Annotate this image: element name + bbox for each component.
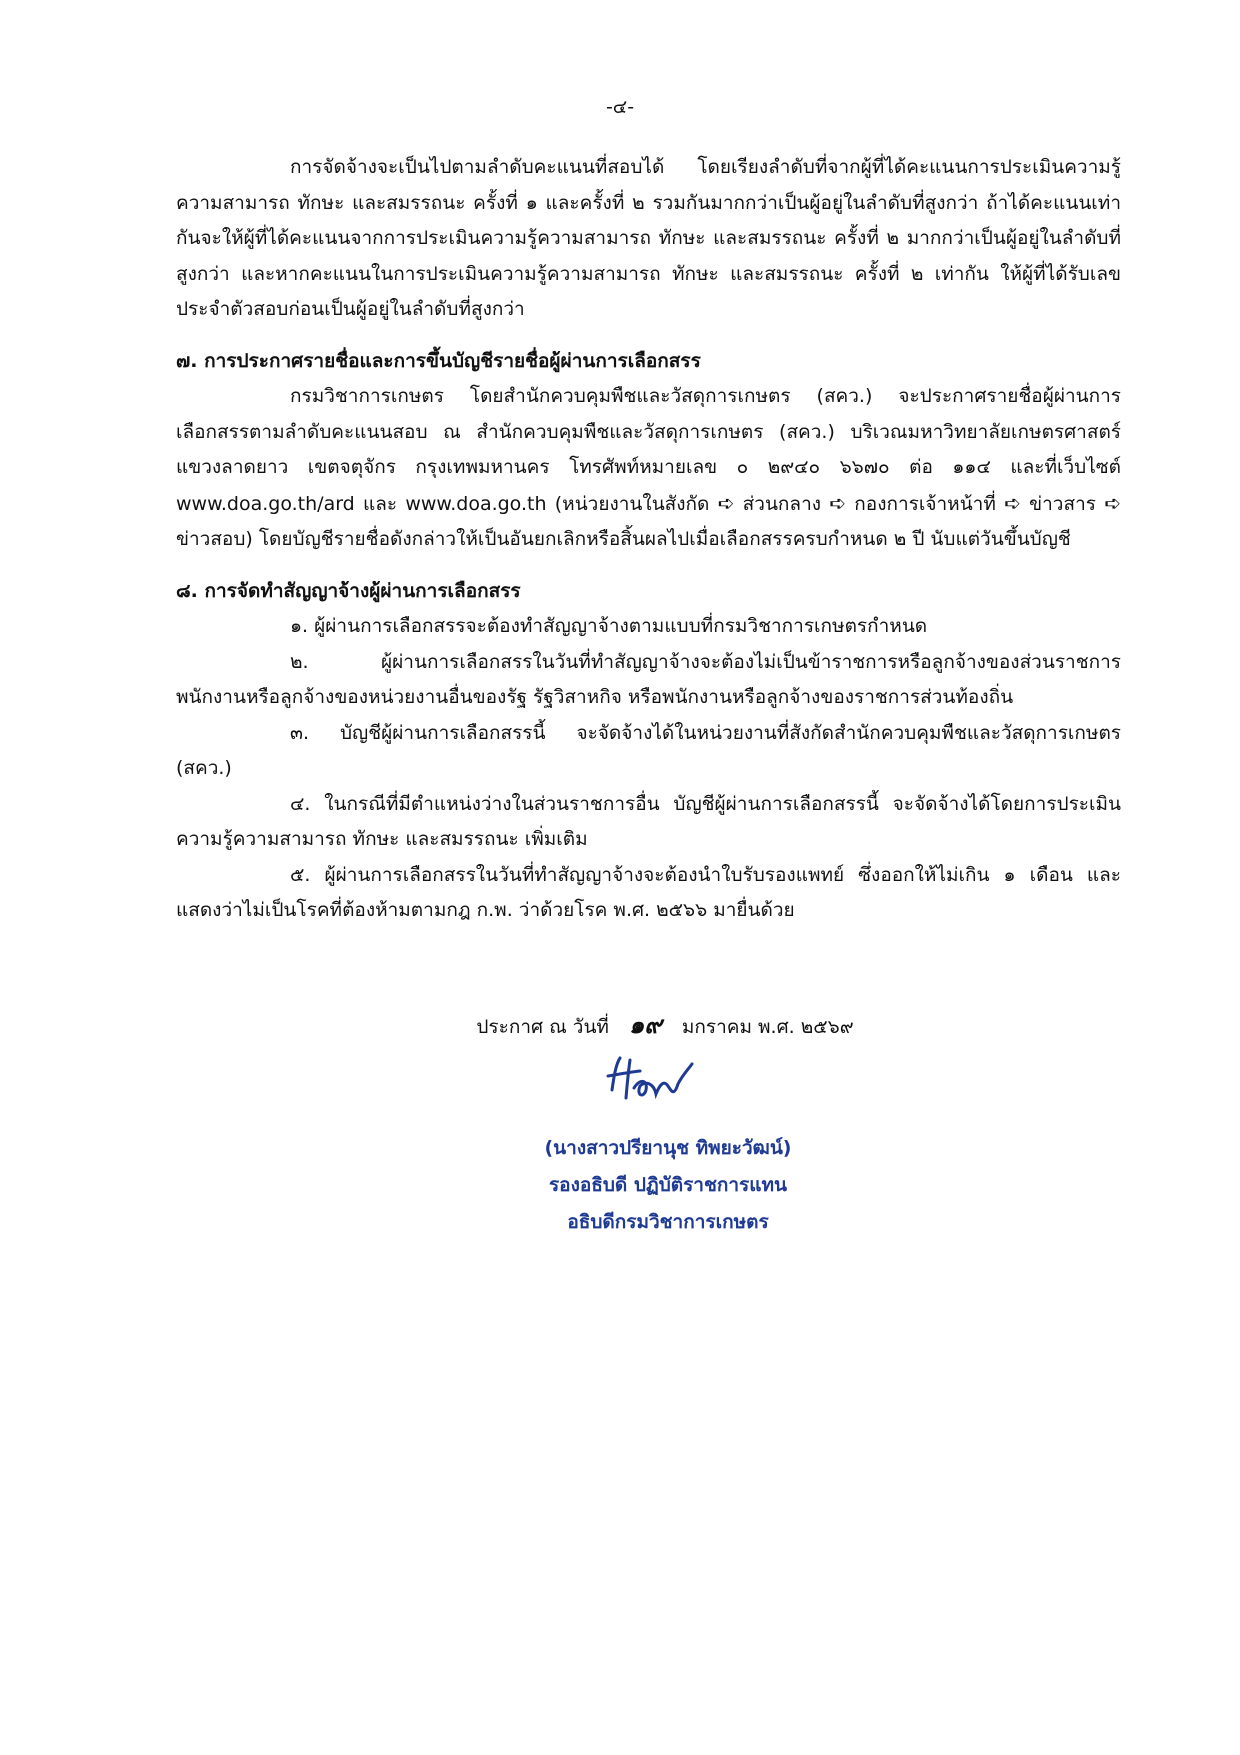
signer-position: รองอธิบดี ปฏิบัติราชการแทน <box>548 1174 788 1196</box>
nav-step-3: ข่าวสาร <box>1029 492 1096 515</box>
section-8-item-1: ๑. ผู้ผ่านการเลือกสรรจะต้องทำสัญญาจ้างตามแบบที่กรมวิชาการเกษตรกำหนด <box>290 615 928 637</box>
announcement-day: ๑๙ <box>629 1010 662 1039</box>
section-8-item-4: ๔. ในกรณีที่มีตำแหน่งว่างในส่วนราชการอื่น บัญชีผู้ผ่านการเลือกสรรนี้ จะจัดจ้างได้โดยการประเมินความรู้ความสามารถ ทักษะ และสมรรถนะ เพิ่มเติม <box>176 792 1121 850</box>
nav-step-2: กองการเจ้าหน้าที่ <box>854 492 996 515</box>
section-7-heading: ๗. การประกาศรายชื่อและการขึ้นบัญชีรายชื่อผู้ผ่านการเลือกสรร <box>176 349 701 372</box>
arrow-right-icon: ➪ <box>1004 490 1021 515</box>
intro-paragraph: การจัดจ้างจะเป็นไปตามลำดับคะแนนที่สอบได้ โดยเรียงลำดับที่จากผู้ที่ได้คะแนนการประเมินความรู้ความสามารถ ทักษะ และสมรรถนะ ครั้งที่ ๑ และครั้งที่ ๒ รวมกันมากกว่าเป็นผู้อยู่ในลำดับที่สูงกว่า ถ้าได้คะแนนเท่ากันจะให้ผู้ที่ได้คะแนนจากการประเมินความรู้ความสามารถ ทักษะ และสมรรถนะ ครั้งที่ ๒ มากกว่าเป็นผู้อยู่ในลำดับที่สูงกว่า และหากคะแนนในการประเมินความรู้ความสามารถ ทักษะ และสมรรถนะ ครั้งที่ ๒ เท่ากัน ให้ผู้ที่ได้รับเลขประจำตัวสอบก่อนเป็นผู้อยู่ในลำดับที่สูงกว่า <box>176 156 1121 320</box>
page-number: -๔- <box>605 96 635 118</box>
signer-name: (นางสาวปรียานุช ทิพยะวัฒน์) <box>544 1137 792 1159</box>
signer-position-2: อธิบดีกรมวิชาการเกษตร <box>567 1211 769 1233</box>
announcement-prefix: ประกาศ ณ วันที่ <box>476 1016 609 1038</box>
section-8-item-2: ๒. ผู้ผ่านการเลือกสรรในวันที่ทำสัญญาจ้างจะต้องไม่เป็นข้าราชการหรือลูกจ้างของส่วนราชการ พนักงานหรือลูกจ้างของหน่วยงานอื่นของรัฐ รัฐวิสาหกิจ หรือพนักงานหรือลูกจ้างของราชการส่วนท้องถิ่น <box>176 650 1121 708</box>
handwritten-signature <box>600 1050 740 1110</box>
section-7-body <box>176 379 1121 558</box>
section-7-body-text: กรมวิชาการเกษตร โดยสำนักควบคุมพืชและวัสดุการเกษตร (สคว.) จะประกาศรายชื่อผู้ผ่านการเลือกสรรตามลำดับคะแนนสอบ ณ สำนักควบคุมพืชและวัสดุการเกษตร (สคว.) บริเวณมหาวิทยาลัยเกษตรศาสตร์ แขวงลาดยาว เขตจตุจักร กรุงเทพมหานคร โทรศัพท์หมายเลข ๐ ๒๙๔๐ ๖๖๗๐ ต่อ ๑๑๔ และที่เว็บไซต์ www.doa.go.th/ard และ www.doa.go.th (หน่วยงานในสังกัด <box>176 385 1121 515</box>
announcement-date <box>0 1005 1240 1044</box>
section-8-item-3: ๓. บัญชีผู้ผ่านการเลือกสรรนี้ จะจัดจ้างได้ในหน่วยงานที่สังกัดสำนักควบคุมพืชและวัสดุการเกษตร (สคว.) <box>176 721 1121 779</box>
arrow-right-icon: ➪ <box>1104 490 1121 515</box>
section-8-item-5: ๕. ผู้ผ่านการเลือกสรรในวันที่ทำสัญญาจ้างจะต้องนำใบรับรองแพทย์ ซึ่งออกให้ไม่เกิน ๑ เดือน และแสดงว่าไม่เป็นโรคที่ต้องห้ามตามกฎ ก.พ. ว่าด้วยโรค พ.ศ. ๒๕๖๖ มายื่นด้วย <box>176 863 1121 921</box>
signer-block <box>0 1130 1240 1241</box>
arrow-right-icon: ➪ <box>717 490 735 515</box>
announcement-month-year: มกราคม พ.ศ. ๒๕๖๙ <box>681 1016 854 1038</box>
nav-step-1: ส่วนกลาง <box>742 492 822 515</box>
arrow-right-icon: ➪ <box>829 490 847 515</box>
document-body <box>176 150 1121 929</box>
nav-step-4: ข่าวสอบ) โดยบัญชีรายชื่อดังกล่าวให้เป็นอันยกเลิกหรือสิ้นผลไปเมื่อเลือกสรรครบกำหนด ๒ ปี นับแต่วันขึ้นบัญชี <box>176 528 1071 550</box>
section-8-heading: ๘. การจัดทำสัญญาจ้างผู้ผ่านการเลือกสรร <box>176 579 521 602</box>
